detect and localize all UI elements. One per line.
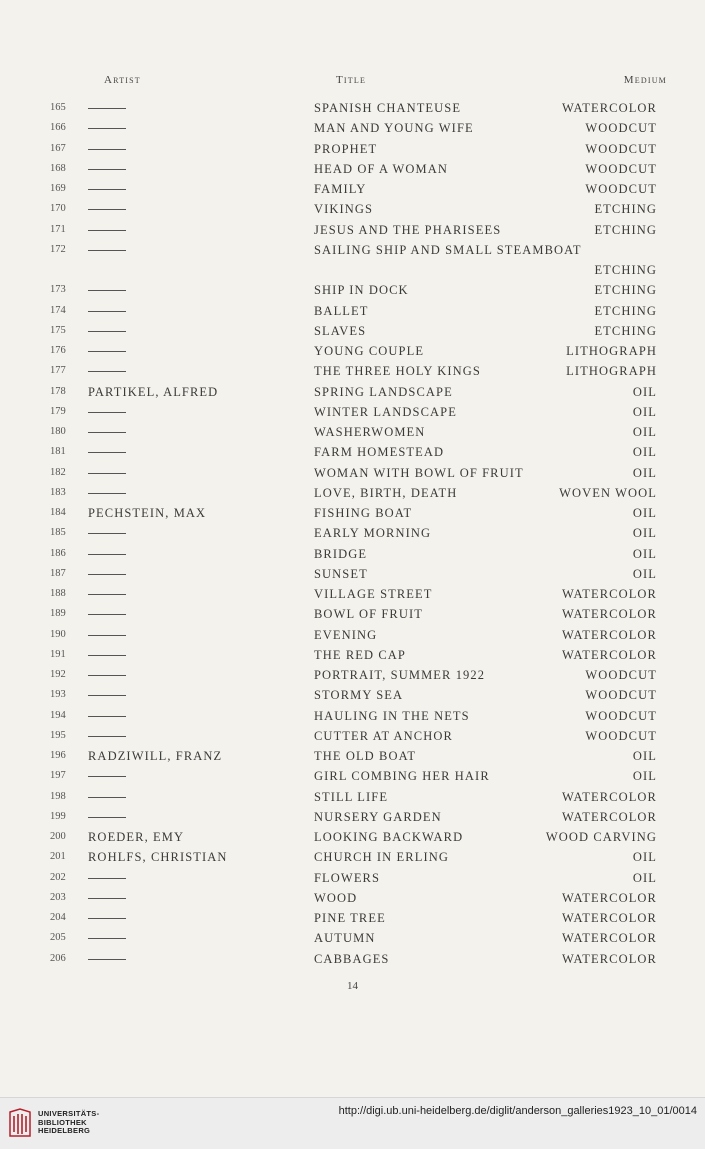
artwork-title: FARM HOMESTEAD <box>314 445 445 460</box>
catalog-row <box>0 645 705 665</box>
artwork-title: NURSERY GARDEN <box>314 809 442 824</box>
artwork-title: WOMAN WITH BOWL OF FRUIT <box>314 465 524 480</box>
catalog-row <box>0 301 705 321</box>
catalog-row <box>0 928 705 948</box>
artwork-title: FISHING BOAT <box>314 506 413 520</box>
catalog-number: 202 <box>50 871 66 883</box>
artwork-medium: OIL <box>632 749 657 763</box>
catalog-row <box>0 584 705 604</box>
catalog-number: 166 <box>50 122 66 134</box>
ditto-dash <box>88 797 126 798</box>
catalog-row <box>0 564 705 584</box>
artwork-medium: OIL <box>632 769 657 784</box>
catalog-number: 177 <box>50 365 66 377</box>
artwork-medium: LITHOGRAPH <box>566 344 657 358</box>
ditto-dash <box>88 250 126 251</box>
catalog-row <box>0 706 705 726</box>
artwork-medium: WOODCUT <box>585 161 657 176</box>
artwork-title: WINTER LANDSCAPE <box>314 404 457 419</box>
catalog-row <box>0 422 705 442</box>
ditto-dash <box>88 149 126 150</box>
catalog-row <box>0 827 705 847</box>
catalog-number: 186 <box>50 547 66 559</box>
artwork-title: EVENING <box>314 627 378 642</box>
catalog-number: 179 <box>50 405 66 417</box>
artwork-title: WASHERWOMEN <box>314 425 426 439</box>
footer-bar <box>0 1097 705 1149</box>
column-header-medium: Medium <box>623 74 667 86</box>
artwork-medium: WOOD CARVING <box>545 830 657 844</box>
ditto-dash <box>88 533 126 534</box>
artwork-medium: WOODCUT <box>585 728 657 743</box>
catalog-number: 194 <box>50 709 66 721</box>
catalog-number: 185 <box>50 527 66 539</box>
artwork-medium: WATERCOLOR <box>561 607 657 622</box>
artwork-medium: WATERCOLOR <box>561 627 657 642</box>
ditto-dash <box>88 574 126 575</box>
catalog-number: 204 <box>50 912 66 923</box>
ditto-dash <box>88 189 126 190</box>
artwork-medium: WOODCUT <box>585 141 657 156</box>
catalog-number: 183 <box>50 486 66 498</box>
artwork-title: BRIDGE <box>314 546 368 561</box>
artwork-title: SHIP IN DOCK <box>314 283 409 298</box>
catalog-row <box>0 361 705 381</box>
catalog-row <box>0 280 705 300</box>
catalog-row <box>0 888 705 908</box>
catalog-row <box>0 220 705 240</box>
artwork-medium: LITHOGRAPH <box>566 364 657 379</box>
artwork-medium: OIL <box>632 506 657 520</box>
catalog-row <box>0 847 705 867</box>
artwork-title: GIRL COMBING HER HAIR <box>314 769 490 784</box>
catalog-number: 203 <box>50 891 66 903</box>
artwork-medium: OIL <box>632 384 657 399</box>
artwork-medium: OIL <box>632 546 657 561</box>
artwork-medium: OIL <box>632 445 657 460</box>
ditto-dash <box>88 736 126 737</box>
artwork-title: FLOWERS <box>314 870 381 885</box>
artwork-medium: WATERCOLOR <box>561 809 657 824</box>
catalog-number: 182 <box>50 466 66 478</box>
catalog-number: 169 <box>50 183 66 194</box>
artwork-medium: OIL <box>632 566 657 581</box>
catalog-number: 189 <box>50 608 66 620</box>
catalog-number: 199 <box>50 810 66 822</box>
artwork-title: THE OLD BOAT <box>314 749 417 763</box>
artist-name: RADZIWILL, FRANZ <box>88 749 223 763</box>
ditto-dash <box>88 230 126 231</box>
ditto-dash <box>88 594 126 595</box>
catalog-number: 174 <box>50 304 66 316</box>
artwork-title: WOOD <box>314 890 358 905</box>
column-header-title: Title <box>336 74 367 86</box>
artwork-medium: WATERCOLOR <box>561 587 657 601</box>
artwork-title: THE RED CAP <box>314 647 406 662</box>
page-number: 14 <box>347 980 358 992</box>
artwork-medium: WATERCOLOR <box>561 931 657 946</box>
catalog-number: 170 <box>50 203 66 215</box>
catalog-number: 200 <box>50 831 66 842</box>
artwork-title: SPANISH CHANTEUSE <box>314 101 462 115</box>
artwork-title: BOWL OF FRUIT <box>314 607 423 622</box>
ditto-dash <box>88 878 126 879</box>
ditto-dash <box>88 716 126 717</box>
catalog-row <box>0 321 705 341</box>
ditto-dash <box>88 108 126 109</box>
artwork-title: PORTRAIT, SUMMER 1922 <box>314 668 486 682</box>
ditto-dash <box>88 938 126 939</box>
ditto-dash <box>88 452 126 453</box>
ditto-dash <box>88 554 126 555</box>
catalog-number: 198 <box>50 790 66 802</box>
artwork-title: AUTUMN <box>314 931 376 946</box>
ditto-dash <box>88 331 126 332</box>
artwork-title: HAULING IN THE NETS <box>314 708 470 723</box>
artist-name: PARTIKEL, ALFRED <box>88 384 219 399</box>
artwork-medium: WATERCOLOR <box>561 789 657 804</box>
catalog-number: 196 <box>50 750 66 761</box>
catalog-number: 192 <box>50 669 66 680</box>
artwork-medium: WOVEN WOOL <box>559 485 657 500</box>
catalog-number: 193 <box>50 689 66 701</box>
ditto-dash <box>88 614 126 615</box>
artwork-medium: WATERCOLOR <box>561 890 657 905</box>
ditto-dash <box>88 898 126 899</box>
artwork-title: CABBAGES <box>314 951 390 966</box>
artwork-medium: OIL <box>632 526 657 541</box>
ditto-dash <box>88 311 126 312</box>
catalog-row <box>0 685 705 705</box>
catalog-row <box>0 382 705 402</box>
catalog-number: 178 <box>50 385 66 397</box>
artwork-medium: OIL <box>632 465 657 480</box>
catalog-row <box>0 908 705 928</box>
ditto-dash <box>88 635 126 636</box>
artwork-medium: ETCHING <box>594 263 657 277</box>
artwork-medium: ETCHING <box>594 323 657 338</box>
catalog-list <box>0 98 705 969</box>
source-url-link[interactable]: http://digi.ub.uni-heidelberg.de/diglit/anderson_galleries1923_10_01/0014 <box>338 1105 697 1117</box>
artwork-title: LOOKING BACKWARD <box>314 830 464 844</box>
catalog-number: 201 <box>50 851 66 863</box>
artwork-title: EARLY MORNING <box>314 526 432 541</box>
artwork-title: PINE TREE <box>314 911 386 925</box>
catalog-row <box>0 746 705 766</box>
ditto-dash <box>88 371 126 372</box>
artwork-medium: WATERCOLOR <box>561 951 657 966</box>
artwork-medium: WOODCUT <box>585 668 657 682</box>
artwork-medium: WOODCUT <box>585 121 657 136</box>
catalog-number: 168 <box>50 162 66 174</box>
ditto-dash <box>88 675 126 676</box>
artwork-medium: WOODCUT <box>585 688 657 703</box>
artwork-title: VILLAGE STREET <box>314 587 433 601</box>
artwork-medium: ETCHING <box>594 202 657 217</box>
artwork-title: STORMY SEA <box>314 688 404 703</box>
artist-name: ROHLFS, CHRISTIAN <box>88 850 228 865</box>
library-name-line: HEIDELBERG <box>38 1126 91 1135</box>
library-name <box>38 1110 99 1136</box>
catalog-row <box>0 523 705 543</box>
catalog-number: 171 <box>50 223 66 235</box>
catalog-row <box>0 260 705 280</box>
artwork-medium: WATERCOLOR <box>561 911 657 925</box>
catalog-row <box>0 139 705 159</box>
artwork-title: FAMILY <box>314 182 367 196</box>
artwork-medium: WATERCOLOR <box>561 647 657 662</box>
catalog-row <box>0 807 705 827</box>
catalog-number: 180 <box>50 426 66 437</box>
artwork-title: MAN AND YOUNG WIFE <box>314 121 474 136</box>
artwork-medium: OIL <box>632 870 657 885</box>
catalog-number: 191 <box>50 648 66 660</box>
catalog-row <box>0 726 705 746</box>
ditto-dash <box>88 918 126 919</box>
artwork-title: SLAVES <box>314 323 367 338</box>
catalog-row <box>0 341 705 361</box>
catalog-row <box>0 544 705 564</box>
artwork-title: SUNSET <box>314 566 368 581</box>
ditto-dash <box>88 959 126 960</box>
ditto-dash <box>88 412 126 413</box>
artwork-title: JESUS AND THE PHARISEES <box>314 222 502 237</box>
catalog-row <box>0 868 705 888</box>
catalog-number: 188 <box>50 588 66 599</box>
ditto-dash <box>88 432 126 433</box>
artwork-medium: WOODCUT <box>585 182 657 196</box>
artwork-title: STILL LIFE <box>314 789 389 804</box>
catalog-number: 187 <box>50 567 66 579</box>
catalog-number: 175 <box>50 324 66 336</box>
ditto-dash <box>88 473 126 474</box>
catalog-number: 195 <box>50 729 66 741</box>
catalog-row <box>0 118 705 138</box>
library-name-line: UNIVERSITÄTS- <box>38 1109 100 1118</box>
catalog-row <box>0 665 705 685</box>
ditto-dash <box>88 776 126 777</box>
artwork-medium: WOODCUT <box>585 708 657 723</box>
artwork-title: HEAD OF A WOMAN <box>314 161 448 176</box>
artwork-medium: WATERCOLOR <box>561 101 657 115</box>
catalog-row <box>0 402 705 422</box>
ditto-dash <box>88 695 126 696</box>
catalog-number: 205 <box>50 932 66 944</box>
artwork-title: BALLET <box>314 303 369 318</box>
catalog-number: 190 <box>50 628 66 640</box>
ditto-dash <box>88 169 126 170</box>
artwork-title: SPRING LANDSCAPE <box>314 384 453 399</box>
artwork-title: PROPHET <box>314 141 378 156</box>
catalog-row <box>0 199 705 219</box>
artwork-title: YOUNG COUPLE <box>314 344 425 358</box>
catalog-row <box>0 625 705 645</box>
artwork-title: CHURCH IN ERLING <box>314 850 449 865</box>
artwork-title: CUTTER AT ANCHOR <box>314 728 453 743</box>
column-header-artist: Artist <box>104 74 141 86</box>
artwork-title: VIKINGS <box>314 202 374 217</box>
catalog-number: 197 <box>50 770 66 782</box>
ditto-dash <box>88 493 126 494</box>
library-name-line: BIBLIOTHEK <box>38 1117 87 1127</box>
artwork-title: LOVE, BIRTH, DEATH <box>314 485 458 500</box>
catalog-number: 173 <box>50 284 66 296</box>
catalog-row <box>0 159 705 179</box>
ditto-dash <box>88 128 126 129</box>
ditto-dash <box>88 209 126 210</box>
catalog-row <box>0 766 705 786</box>
catalog-row <box>0 483 705 503</box>
artwork-medium: ETCHING <box>594 283 657 298</box>
catalog-row <box>0 503 705 523</box>
artist-name: PECHSTEIN, MAX <box>88 506 207 520</box>
catalog-row <box>0 787 705 807</box>
ditto-dash <box>88 817 126 818</box>
ditto-dash <box>88 351 126 352</box>
artwork-medium: OIL <box>632 850 657 865</box>
catalog-row <box>0 98 705 118</box>
artwork-title: SAILING SHIP AND SMALL STEAMBOAT <box>314 242 582 257</box>
artist-name: ROEDER, EMY <box>88 830 185 844</box>
catalog-row <box>0 463 705 483</box>
catalog-number: 184 <box>50 507 66 518</box>
catalog-row <box>0 949 705 969</box>
catalog-number: 176 <box>50 345 66 356</box>
university-library-logo-icon <box>8 1108 32 1138</box>
artwork-medium: OIL <box>632 425 657 439</box>
catalog-number: 167 <box>50 142 66 154</box>
catalog-row <box>0 179 705 199</box>
catalog-number: 165 <box>50 102 66 113</box>
catalog-row <box>0 442 705 462</box>
catalog-row <box>0 240 705 260</box>
artwork-title: THE THREE HOLY KINGS <box>314 364 481 379</box>
ditto-dash <box>88 655 126 656</box>
artwork-medium: ETCHING <box>594 303 657 318</box>
artwork-medium: OIL <box>632 404 657 419</box>
catalog-number: 206 <box>50 952 66 964</box>
catalog-number: 181 <box>50 446 66 458</box>
catalog-row <box>0 604 705 624</box>
artwork-medium: ETCHING <box>594 222 657 237</box>
ditto-dash <box>88 290 126 291</box>
catalog-number: 172 <box>50 243 66 255</box>
